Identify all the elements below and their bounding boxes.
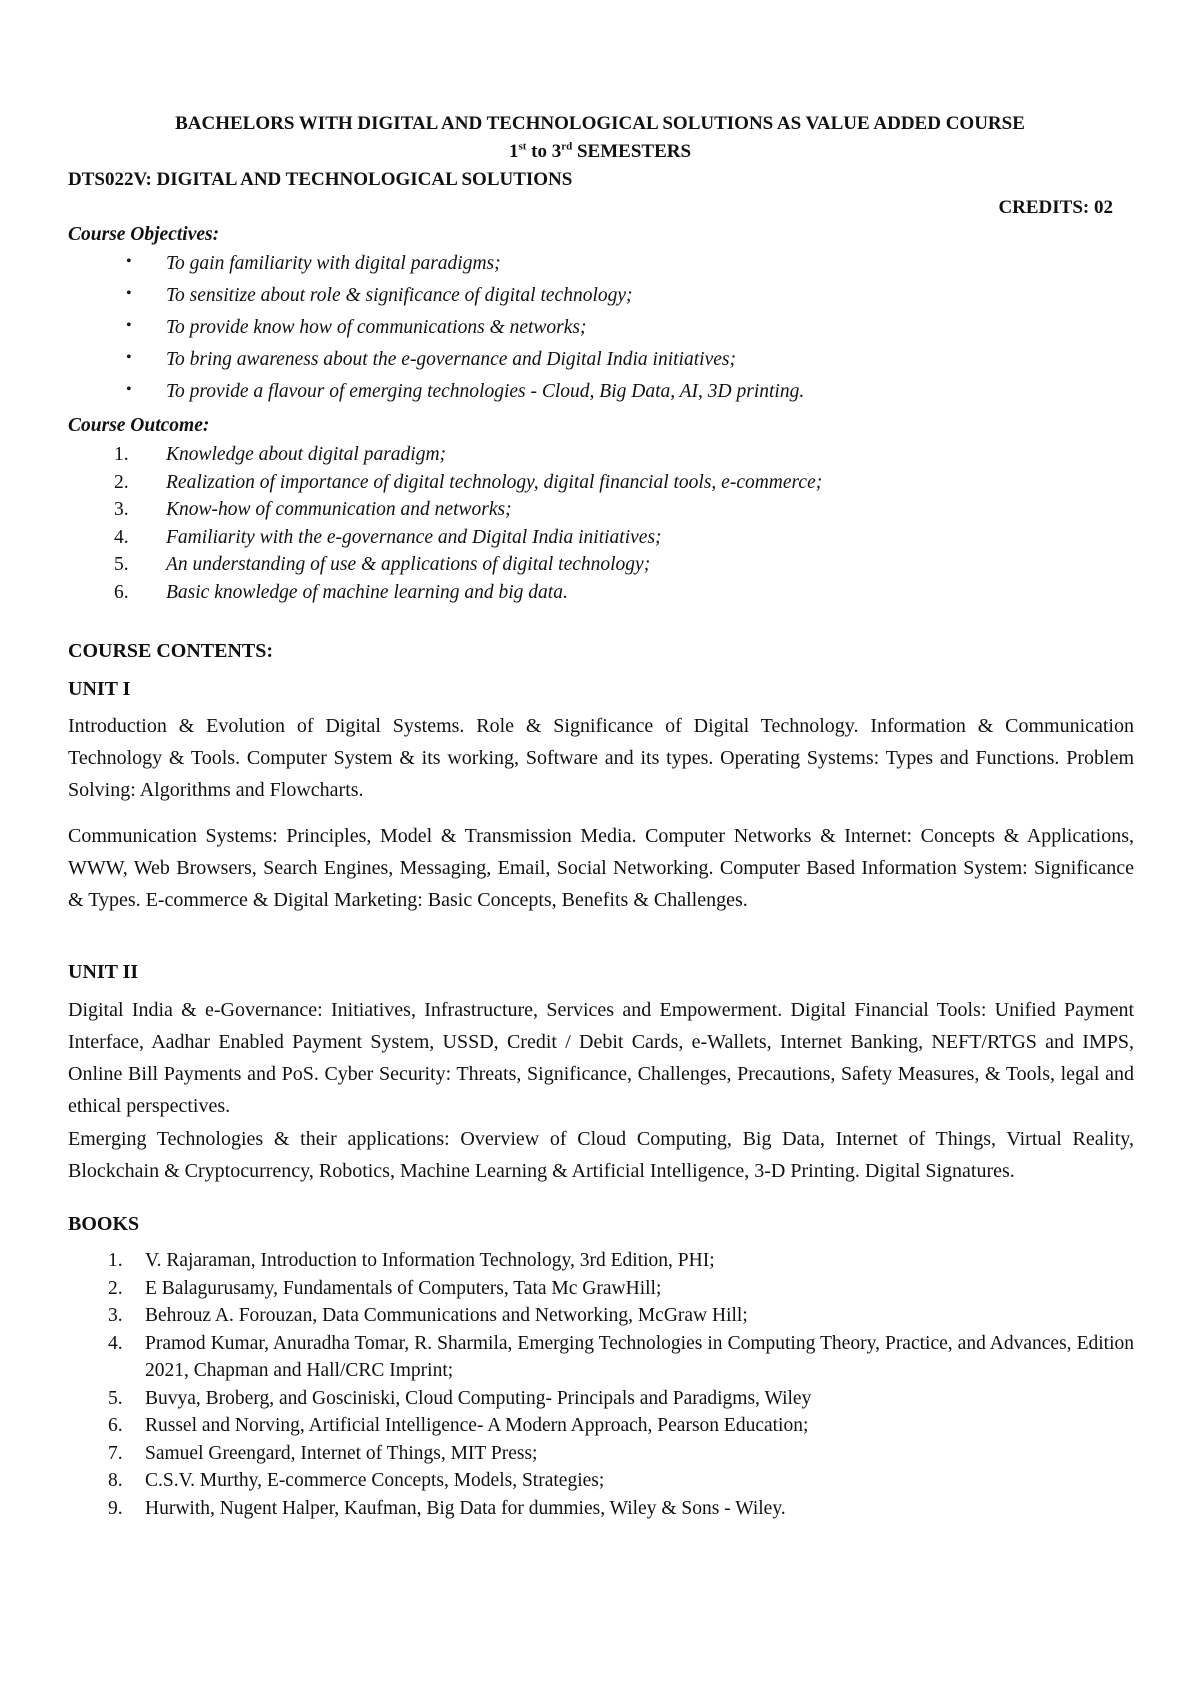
outcomes-list — [68, 444, 822, 610]
list-item — [68, 472, 822, 500]
book-text: Behrouz A. Forouzan, Data Communications and Networking, McGraw Hill; — [145, 1305, 748, 1326]
item-number: 6. — [108, 1415, 123, 1436]
list-item — [68, 1467, 1134, 1495]
list-item — [68, 444, 822, 472]
item-number: 4. — [114, 526, 129, 548]
item-number: 5. — [108, 1387, 123, 1409]
list-item — [68, 582, 822, 610]
bullet-icon: • — [126, 253, 132, 270]
program-title: BACHELORS WITH DIGITAL AND TECHNOLOGICAL SOLUTIONS AS VALUE ADDED COURSE — [175, 113, 1025, 134]
list-item — [68, 1385, 1134, 1413]
list-item — [68, 1247, 1134, 1275]
book-text: Pramod Kumar, Anuradha Tomar, R. Sharmila, Emerging Technologies in Computing Theory, Practice, and Advances, Edition 2021, Chapman and Hall/CRC Imprint; — [145, 1332, 1134, 1381]
book-text: Hurwith, Nugent Halper, Kaufman, Big Data for dummies, Wiley & Sons - Wiley. — [145, 1497, 786, 1519]
item-number: 9. — [108, 1497, 123, 1519]
list-item — [68, 499, 822, 527]
outcome-text: Know-how of communication and networks; — [166, 499, 512, 521]
semester-to: to 3 — [531, 141, 562, 162]
outcomes-heading: Course Outcome: — [68, 415, 210, 436]
unit-1-heading: UNIT I — [68, 678, 131, 700]
objective-text: To gain familiarity with digital paradigms; — [166, 253, 501, 274]
objective-text: To bring awareness about the e-governance and Digital India initiatives; — [166, 349, 736, 370]
item-number: 8. — [108, 1470, 123, 1491]
item-number: 4. — [108, 1332, 123, 1354]
objective-text: To sensitize about role & significance of digital technology; — [166, 285, 633, 306]
outcome-text: Realization of importance of digital technology, digital financial tools, e-commerce; — [166, 471, 823, 493]
book-text: E Balagurusamy, Fundamentals of Computers, Tata Mc GrawHill; — [145, 1277, 662, 1299]
list-item — [68, 285, 804, 317]
bullet-icon: • — [126, 381, 132, 398]
list-item — [68, 349, 804, 381]
semester-label: SEMESTERS — [576, 141, 692, 162]
outcome-text: Familiarity with the e-governance and Digital India initiatives; — [166, 526, 662, 548]
semester-to-suffix: rd — [561, 140, 573, 153]
item-number: 3. — [108, 1305, 123, 1326]
credits: CREDITS: 02 — [998, 197, 1113, 218]
books-heading: BOOKS — [68, 1213, 140, 1235]
unit-1-paragraph-1: Introduction & Evolution of Digital Systems. Role & Significance of Digital Technology. Information & Communication Technology & Tools. Computer System & its working, Software and its types. Operating Systems: Types and Functions. Problem Solving: Algorithms and Flowcharts. — [68, 715, 1134, 801]
objective-text: To provide a flavour of emerging technologies - Cloud, Big Data, AI, 3D printing. — [166, 381, 805, 402]
book-text: Buvya, Broberg, and Gosciniski, Cloud Computing- Principals and Paradigms, Wiley — [145, 1387, 812, 1409]
item-number: 2. — [114, 471, 129, 493]
list-item — [68, 1440, 1134, 1468]
semester-range — [0, 141, 1200, 163]
list-item — [68, 527, 822, 555]
outcome-text: Knowledge about digital paradigm; — [166, 444, 447, 465]
item-number: 2. — [108, 1277, 123, 1299]
list-item — [68, 1495, 1134, 1523]
list-item — [68, 1275, 1134, 1303]
objectives-list — [68, 253, 804, 413]
item-number: 7. — [108, 1442, 123, 1464]
list-item — [68, 1302, 1134, 1330]
list-item — [68, 253, 804, 285]
outcome-text: Basic knowledge of machine learning and big data. — [166, 581, 568, 603]
book-text: C.S.V. Murthy, E-commerce Concepts, Models, Strategies; — [145, 1470, 605, 1491]
bullet-icon: • — [126, 349, 132, 366]
semester-from: 1 — [508, 141, 519, 162]
item-number: 1. — [114, 444, 129, 465]
unit-1-paragraph-2: Communication Systems: Principles, Model & Transmission Media. Computer Networks & Internet: Concepts & Applications, WWW, Web Browsers, Search Engines, Messaging, Email, Social Networking. Computer Based Information System: Significance & Types. E-commerce & Digital Marketing: Basic Concepts, Benefits & Challenges. — [68, 825, 1134, 911]
list-item — [68, 554, 822, 582]
unit-2-heading: UNIT II — [68, 961, 139, 983]
book-text: Samuel Greengard, Internet of Things, MIT Press; — [145, 1442, 538, 1464]
books-list — [68, 1247, 1134, 1522]
objective-text: To provide know how of communications & networks; — [166, 317, 587, 338]
bullet-icon: • — [126, 285, 132, 302]
list-item — [68, 1412, 1134, 1440]
unit-2-paragraph-2: Emerging Technologies & their applications: Overview of Cloud Computing, Big Data, Internet of Things, Virtual Reality, Blockchain & Cryptocurrency, Robotics, Machine Learning & Artificial Intelligence, 3-D Printing. Digital Signatures. — [68, 1128, 1134, 1182]
book-text: Russel and Norving, Artificial Intelligence- A Modern Approach, Pearson Education; — [145, 1415, 809, 1436]
objectives-heading: Course Objectives: — [68, 224, 220, 245]
outcome-text: An understanding of use & applications of digital technology; — [166, 554, 651, 576]
item-number: 1. — [108, 1250, 123, 1271]
item-number: 3. — [114, 499, 129, 521]
item-number: 5. — [114, 554, 129, 576]
course-contents-heading: COURSE CONTENTS: — [68, 640, 274, 662]
bullet-icon: • — [126, 317, 132, 334]
item-number: 6. — [114, 581, 129, 603]
book-text: V. Rajaraman, Introduction to Information Technology, 3rd Edition, PHI; — [145, 1250, 715, 1271]
semester-from-suffix: st — [518, 140, 527, 153]
list-item — [68, 317, 804, 349]
list-item — [68, 1330, 1134, 1385]
list-item — [68, 381, 804, 413]
unit-2-paragraph-1: Digital India & e-Governance: Initiatives, Infrastructure, Services and Empowerment. Digital Financial Tools: Unified Payment Interface, Aadhar Enabled Payment System, USSD, Credit / Debit Cards, e-Wallets, Internet Banking, NEFT/RTGS and IMPS, Online Bill Payments and PoS. Cyber Security: Threats, Significance, Challenges, Precautions, Safety Measures, & Tools, legal and ethical perspectives. — [68, 999, 1134, 1117]
course-code-title: DTS022V: DIGITAL AND TECHNOLOGICAL SOLUTIONS — [68, 169, 573, 190]
